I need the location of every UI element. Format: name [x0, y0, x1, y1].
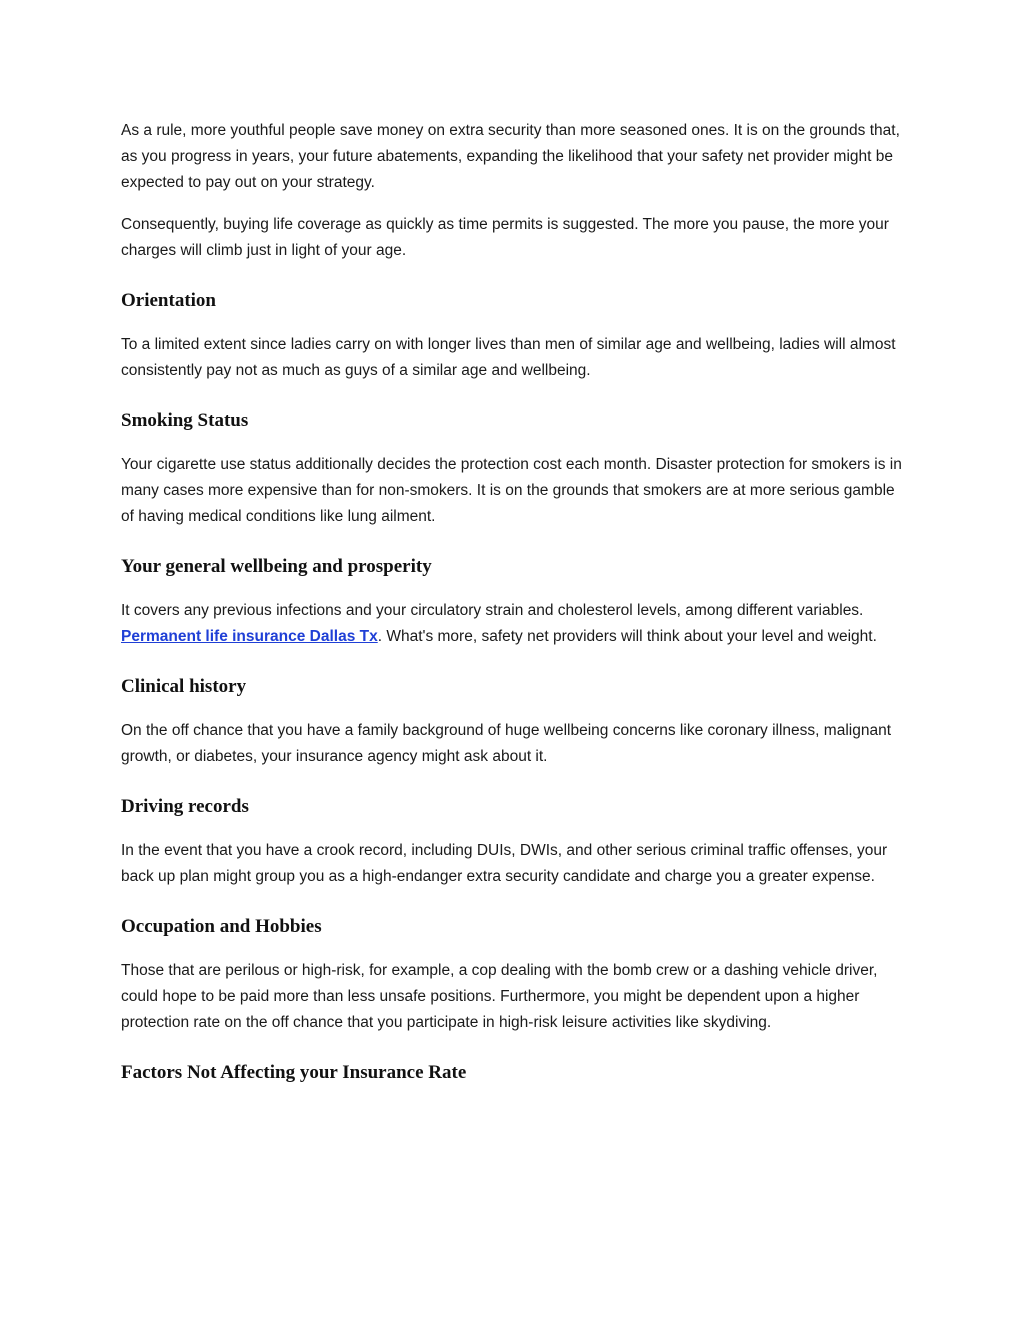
heading-smoking-status: Smoking Status	[121, 410, 249, 431]
heading-clinical-history: Clinical history	[121, 676, 247, 697]
heading-orientation: Orientation	[121, 290, 216, 311]
wellbeing-text-before-link: It covers any previous infections and your circulatory strain and cholesterol levels, among different variables.	[121, 602, 864, 619]
heading-occupation-hobbies: Occupation and Hobbies	[121, 916, 322, 937]
heading-driving-records: Driving records	[121, 796, 249, 817]
heading-general-wellbeing: Your general wellbeing and prosperity	[121, 556, 432, 577]
paragraph-general-wellbeing	[121, 598, 907, 650]
heading-factors-not-affecting: Factors Not Affecting your Insurance Rate	[121, 1062, 467, 1083]
paragraph-driving-records: In the event that you have a crook record, including DUIs, DWIs, and other serious criminal traffic offenses, your back up plan might group you as a high-endanger extra security candidate and charge you a greater expense.	[121, 842, 888, 885]
intro-paragraph-2: Consequently, buying life coverage as quickly as time permits is suggested. The more you pause, the more your charges will climb just in light of your age.	[121, 216, 889, 259]
permanent-life-insurance-link[interactable]: Permanent life insurance Dallas Tx	[121, 628, 378, 645]
intro-paragraph-1: As a rule, more youthful people save money on extra security than more seasoned ones. It is on the grounds that, as you progress in years, your future abatements, expanding the likelihood that your safety net provider might be expected to pay out on your strategy.	[121, 122, 900, 191]
paragraph-clinical-history: On the off chance that you have a family background of huge wellbeing concerns like coronary illness, malignant growth, or diabetes, your insurance agency might ask about it.	[121, 722, 891, 765]
wellbeing-text-after-link: . What's more, safety net providers will think about your level and weight.	[377, 628, 877, 645]
paragraph-occupation-hobbies: Those that are perilous or high-risk, for example, a cop dealing with the bomb crew or a dashing vehicle driver, could hope to be paid more than less unsafe positions. Furthermore, you might be dependent upon a higher protection rate on the off chance that you participate in high-risk leisure activities like skydiving.	[121, 962, 878, 1031]
paragraph-orientation: To a limited extent since ladies carry on with longer lives than men of similar age and wellbeing, ladies will almost consistently pay not as much as guys of a similar age and wellbeing.	[121, 336, 896, 379]
paragraph-smoking-status: Your cigarette use status additionally decides the protection cost each month. Disaster protection for smokers is in many cases more expensive than for non-smokers. It is on the grounds that smokers are at more serious gamble of having medical conditions like lung ailment.	[121, 456, 902, 525]
document-page	[121, 118, 907, 1085]
